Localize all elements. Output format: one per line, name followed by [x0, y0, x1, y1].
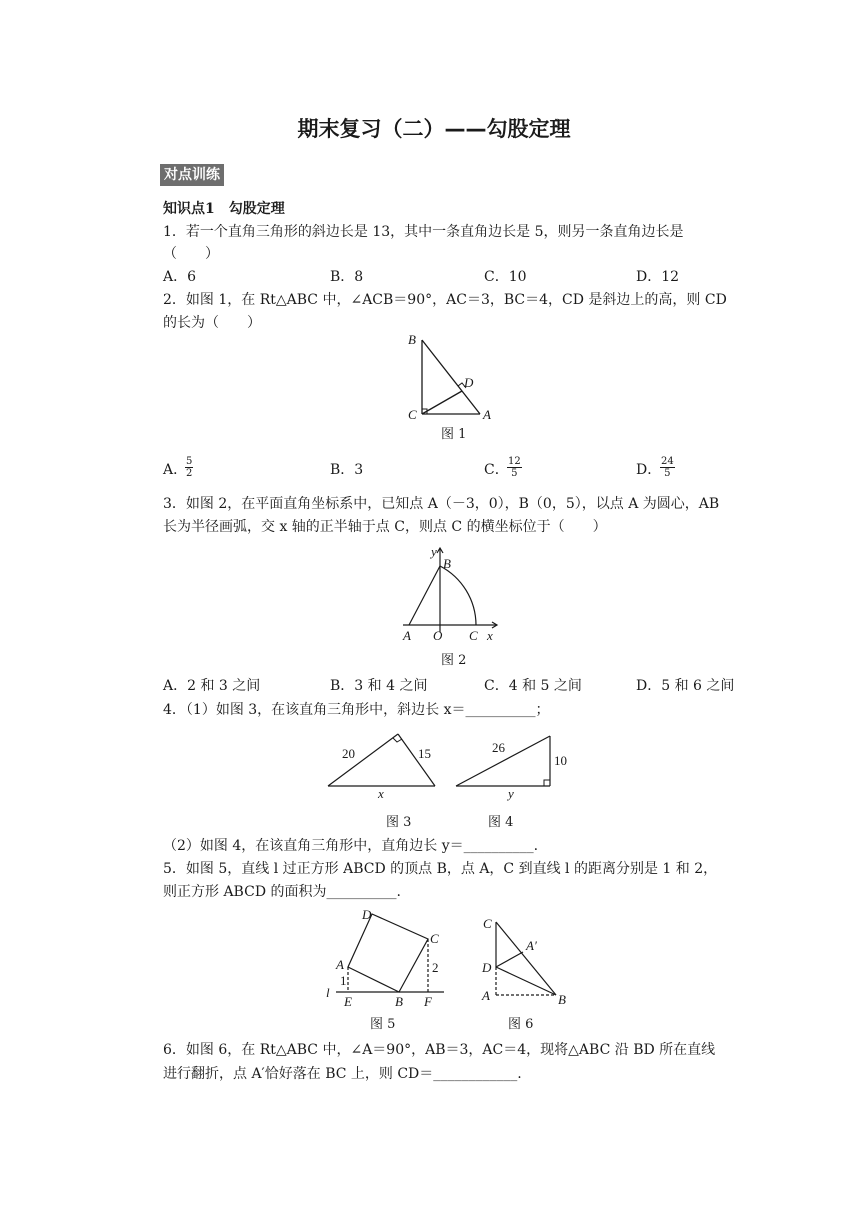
- q4-part1: 4．（1）如图 3，在该直角三角形中，斜边长 x＝__________；: [163, 702, 550, 718]
- fraction-numerator: 12: [508, 456, 521, 467]
- q4-part2: （2）如图 4，在该直角三角形中，直角边长 y＝__________.: [163, 838, 539, 854]
- q6-line1: 6．如图 6，在 Rt△ABC 中，∠A＝90°，AB＝3，AC＝4，现将△ABC 沿 BD 所在直线: [163, 1042, 716, 1058]
- q3-option-d: D．5 和 6 之间: [636, 678, 735, 694]
- q6-line2: 进行翻折，点 A′恰好落在 BC 上，则 CD＝____________.: [163, 1066, 522, 1082]
- fig6-label-c: C: [483, 916, 492, 931]
- q2-option-c-letter: C．: [484, 462, 509, 478]
- q1-option-b: B．8: [330, 269, 364, 285]
- section-tag: 对点训练: [160, 164, 224, 186]
- fig6-label-a-prime: A′: [526, 938, 537, 953]
- figure-4: [450, 728, 580, 800]
- fig5-label-l: l: [326, 985, 330, 1000]
- figure-5: [322, 905, 452, 1010]
- q1-option-c: C．10: [484, 269, 527, 285]
- fig2-label-b: B: [443, 556, 451, 571]
- q1-line2: （ ）: [163, 246, 219, 262]
- fig5-label-d: D: [362, 907, 372, 922]
- q3-option-c: C．4 和 5 之间: [484, 678, 582, 694]
- fig4-label-y: y: [508, 786, 514, 801]
- fig3-label-15: 15: [418, 746, 431, 761]
- q1-option-d: D．12: [636, 269, 680, 285]
- fig1-label-b: B: [408, 332, 416, 347]
- fig4-label-10: 10: [554, 753, 567, 768]
- q3-line1: 3．如图 2，在平面直角坐标系中，已知点 A（－3，0），B（0，5），以点 A 为圆心，AB: [163, 496, 720, 512]
- fig1-label-c: C: [408, 407, 417, 422]
- fig4-label-26: 26: [492, 740, 505, 755]
- fig2-label-o: O: [433, 628, 443, 643]
- q2-option-a-fraction: [185, 456, 193, 479]
- fig1-label-a: A: [483, 407, 491, 422]
- fig5-label-f: F: [424, 994, 432, 1009]
- fig5-label-2: 2: [432, 960, 439, 975]
- q3-option-a: A．2 和 3 之间: [163, 678, 261, 694]
- fig6-caption: 图 6: [508, 1017, 534, 1032]
- q2-line2: 的长为（ ）: [163, 315, 261, 331]
- q2-option-d-fraction: [660, 456, 675, 479]
- fraction-numerator: 5: [186, 456, 193, 467]
- fig5-label-e: E: [344, 994, 352, 1009]
- page-title: 期末复习（二）——勾股定理: [297, 117, 571, 141]
- q2-option-b: B．3: [330, 462, 364, 478]
- fraction-denominator: 5: [664, 468, 671, 479]
- fig2-label-y: y: [431, 544, 437, 559]
- fig5-label-1: 1: [340, 973, 347, 988]
- fraction-denominator: 5: [511, 468, 518, 479]
- q1-option-a: A．6: [163, 269, 197, 285]
- fig6-label-b: B: [558, 992, 566, 1007]
- figure-1: [400, 330, 510, 425]
- fig3-label-20: 20: [342, 746, 355, 761]
- q1-line1: 1．若一个直角三角形的斜边长是 13，其中一条直角边长是 5，则另一条直角边长是: [163, 224, 684, 240]
- fig2-caption: 图 2: [441, 653, 467, 668]
- figure-2: [395, 540, 510, 645]
- fraction-numerator: 24: [661, 456, 674, 467]
- knowledge-point-heading: 知识点1 勾股定理: [163, 201, 285, 217]
- fig4-caption: 图 4: [488, 815, 514, 830]
- fig2-label-x: x: [487, 628, 493, 643]
- q2-option-d-letter: D．: [636, 462, 662, 478]
- fig5-label-a: A: [336, 957, 344, 972]
- q3-line2: 长为半径画弧，交 x 轴的正半轴于点 C，则点 C 的横坐标位于（ ）: [163, 519, 607, 535]
- q5-line1: 5．如图 5，直线 l 过正方形 ABCD 的顶点 B，点 A，C 到直线 l 的距离分别是 1 和 2，: [163, 861, 718, 877]
- q5-line2: 则正方形 ABCD 的面积为__________.: [163, 884, 401, 900]
- figure-3: [320, 728, 440, 800]
- fig6-label-d: D: [482, 960, 492, 975]
- fig5-label-c: C: [430, 931, 439, 946]
- fraction-denominator: 2: [186, 468, 193, 479]
- fig3-caption: 图 3: [386, 815, 412, 830]
- fig2-label-c: C: [469, 628, 478, 643]
- fig1-label-d: D: [464, 375, 474, 390]
- q2-line1: 2．如图 1，在 Rt△ABC 中，∠ACB＝90°，AC＝3，BC＝4，CD 是斜边上的高，则 CD: [163, 292, 727, 308]
- q3-option-b: B．3 和 4 之间: [330, 678, 428, 694]
- fig5-caption: 图 5: [370, 1017, 396, 1032]
- fig3-label-x: x: [378, 786, 384, 801]
- q2-option-a-letter: A．: [163, 462, 188, 478]
- fig6-label-a: A: [482, 988, 490, 1003]
- q2-option-c-fraction: [507, 456, 522, 479]
- fig5-label-b: B: [395, 994, 403, 1009]
- fig2-label-a: A: [403, 628, 411, 643]
- fig1-caption: 图 1: [441, 427, 467, 442]
- figure-6: [478, 912, 578, 1012]
